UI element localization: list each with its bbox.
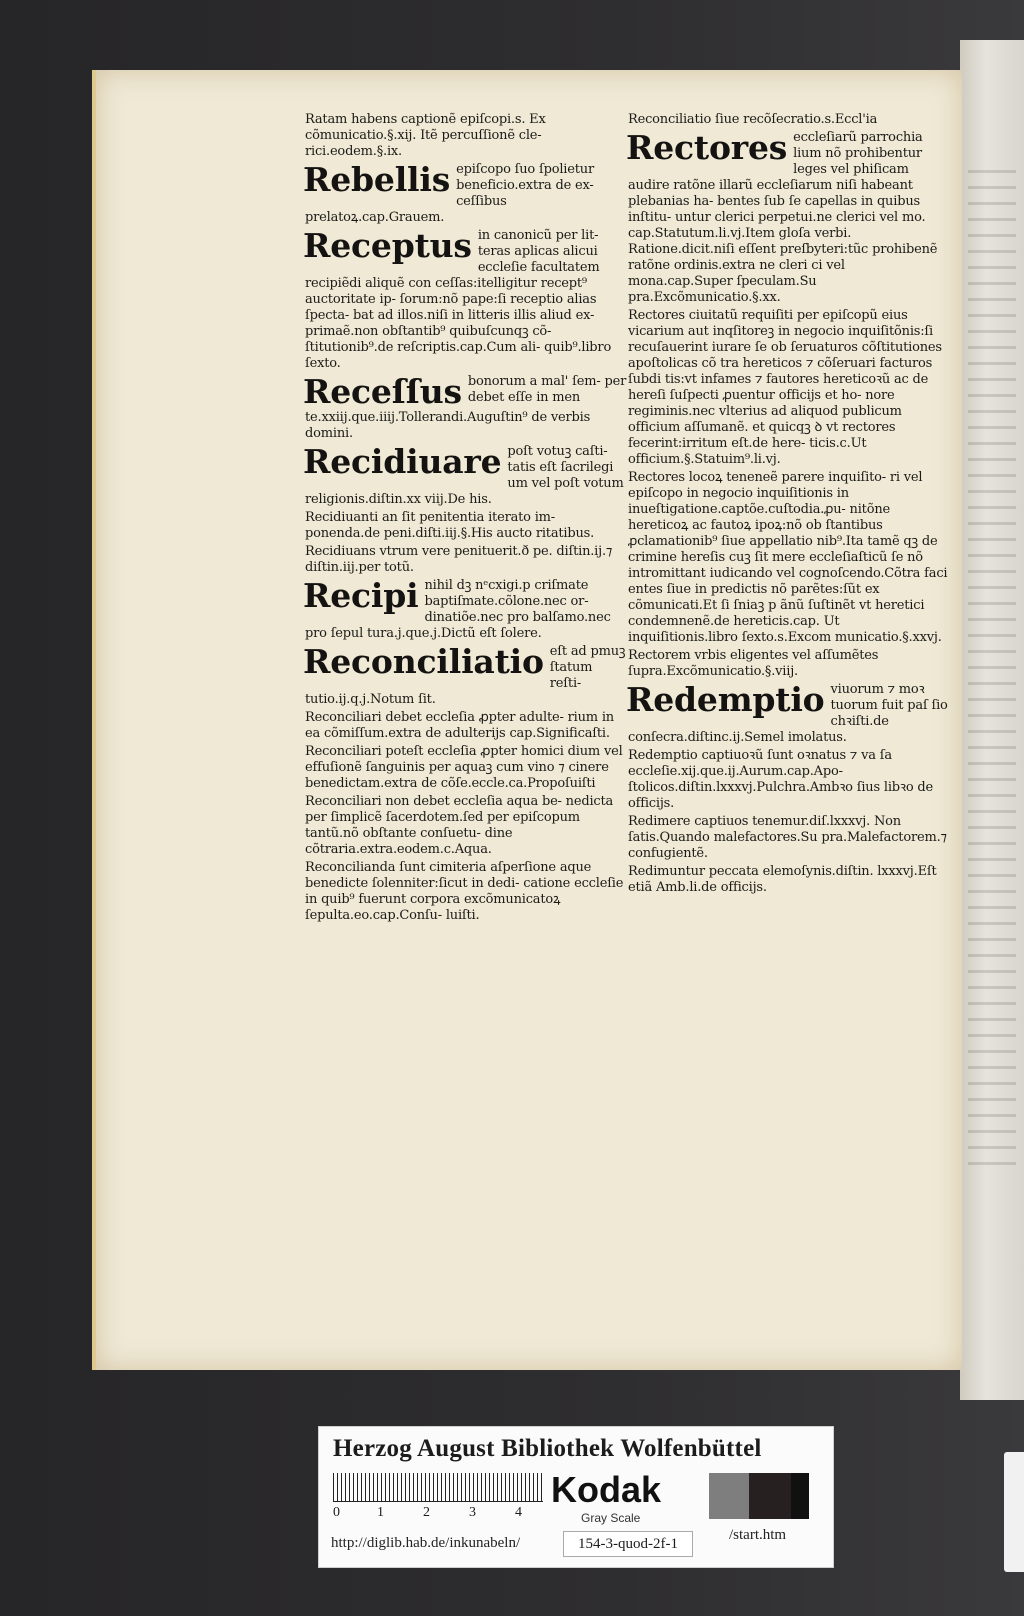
gray-swatch-mid [709, 1473, 749, 1519]
entry-headword: Rectores [626, 128, 788, 167]
entry [628, 748, 950, 812]
shelfmark-field: 154-3-quod-2f-1 [563, 1531, 693, 1557]
entry-text: viuorum ⁊ moꝛ tuorum fuit paſ ſio chꝛiſti.de conſecra.diſtinc.ij.Semel imolatus. [628, 682, 948, 745]
entry [305, 644, 627, 708]
entry [305, 710, 627, 742]
entry-text: Reconciliari non debet eccleſia aqua be- nedicta per ſimplicẽ ſacerdotem.ſed per epiſcopum tantũ.nõ obſtante conſuetu- dine cõtraria.extra.eodem.c.Aqua. [305, 794, 614, 857]
gray-swatch-dark [749, 1473, 791, 1519]
ruler-number: 1 [377, 1505, 384, 1520]
entry [628, 130, 950, 306]
entry-headword: Redemptio [626, 680, 825, 719]
entry-text: Rectorem vrbis eligentes vel aſſumẽtes ſupra.Excõmunicatio.§.viij. [628, 648, 879, 679]
entry [305, 112, 627, 160]
entry-text: eſt ad pmuꝫ ſtatum reſti- tutio.ij.q.j.Notum ſit. [305, 644, 626, 707]
entry [305, 162, 627, 226]
entry-headword: Receſſus [303, 372, 462, 411]
url-suffix: /start.htm [729, 1527, 787, 1543]
adjacent-page-bleed [968, 170, 1016, 1170]
entry-text: epiſcopo ſuo ſpolietur beneficio.extra de ex- ceſſibus prelatoꝝ.cap.Grauem. [305, 162, 594, 225]
entry-text: Recidiuans vtrum vere penituerit.ð pe. diſtin.ij.⁊ diſtin.iij.per totũ. [305, 544, 613, 575]
right-column [628, 112, 950, 898]
gray-swatch-black [791, 1473, 809, 1519]
entry [628, 648, 950, 680]
entry-text: Recidiuanti an ſit penitentia iterato im- ponenda.de peni.diſti.iij.§.His aucto ritatibus. [305, 510, 595, 541]
entry-text: Redemptio captiuoꝛũ ſunt oꝛnatus ⁊ va ſa eccleſie.xij.que.ij.Aurum.cap.Apo- ſtolicos.diſtin.lxxxvj.Pulchra.Ambꝛo ſius libꝛo de officijs. [628, 748, 934, 811]
entry-text: in canonicũ per lit- teras aplicas alicui eccleſie facultatem recipiẽdi aliquẽ con ceſſas:itelligitur recept⁹ auctoritate ip- ſorum:nõ pape:ſi receptio alias ſpecta- bat ad illos.niſi in litteris illis aliud ex- primaẽ.non obſtantib⁹ quibuſcunqꝫ cõ- ſtitutionib⁹.de reſcriptis.cap.Cum ali- quib⁹.libro ſexto. [305, 228, 612, 371]
url-prefix: http://diglib.hab.de/inkunabeln/ [331, 1535, 521, 1551]
page-tab-marker [1004, 1452, 1024, 1572]
entry [305, 544, 627, 576]
entry-headword: Recidiuare [303, 442, 502, 481]
entry [628, 814, 950, 862]
entry [305, 228, 627, 372]
ruler-number: 4 [515, 1505, 522, 1520]
entry-headword: Reconciliatio [303, 642, 544, 681]
entry-text: Reconciliatio ſiue recõſecratio.s.Eccl'ia [628, 112, 878, 127]
entry-text: Reconciliari poteſt eccleſia ꝓpter homici dium vel effuſionẽ ſanguinis per aquaꝫ cum vino ⁊ cinere benedictam.extra de cõſe.eccle.ca.Propoſuiſti [305, 744, 623, 791]
entry [305, 374, 627, 442]
library-name: Herzog August Bibliothek Wolfenbüttel [333, 1435, 762, 1462]
entry [628, 470, 950, 646]
entry [305, 510, 627, 542]
entry-headword: Receptus [303, 226, 472, 265]
entry-text: Rectores ciuitatũ requiſiti per epiſcopũ eius vicarium aut inqſitoreꝫ in negocio inquiſitõnis:ſi recuſauerint iurare ſe ob ſeruaturos cõſtitutiones apoſtolicas cõ tra hereticos ⁊ cõſeruari facturos ſubdi tis:vt infames ⁊ fautores hereticoꝛũ ac de hereſi ſuſpecti ꝓuentur officijs et ho- nore regiminis.nec vlterius ad aliquod publicum officium aſſumanẽ. et quicqꝫ ꝺ vt rectores fecerint:irritum eſt.de here- ticis.c.Ut officium.§.Statuim⁹.li.vj. [628, 308, 942, 467]
entry-text: bonorum a mal' ſem- per debet eſſe in men te.xxiij.que.iiij.Tollerandi.Auguſtin⁹ de verbis domini. [305, 374, 627, 441]
ruler-number: 0 [333, 1505, 340, 1520]
library-reference-card [318, 1426, 834, 1568]
entry [628, 682, 950, 746]
entry-text: Redimere captiuos tenemur.diſ.lxxxvj. Non ſatis.Quando malefactores.Su pra.Malefactorem.⁊ confugientẽ. [628, 814, 947, 861]
entry-text: Redimuntur peccata elemoſynis.diſtin. lxxxvj.Eſt etiã Amb.li.de officijs. [628, 864, 937, 895]
kodak-logo: Kodak [551, 1469, 662, 1510]
ruler-number: 3 [469, 1505, 476, 1520]
entry-text: poſt votuꝫ caſti- tatis eſt ſacrilegi um vel poſt votum religionis.diſtin.xx viij.De his. [305, 444, 624, 507]
entry-text: Rectores locoꝝ teneneẽ parere inquiſito- ri vel epiſcopo in negocio inquiſitionis in inueſtigatione.captõe.cuſtodia.ꝓu- nitõne hereticoꝝ ac fautoꝝ ipoꝝ:nõ ob ſtantibus ꝓclamationib⁹ ſiue appellatio nib⁹.Ita tamẽ qꝫ de crimine hereſis cuꝫ ſit mere eccleſiaſticũ ſe nõ intromittant iudicando vel cognoſcendo.Cõtra faci entes ſiue in predictis nõ parẽtes:ſũt ex cõmunicati.Et ſi ſniaꝫ p ãnũ ſuſtinẽt vt heretici condemnenẽ.de hereticis.cap. Ut inquiſitionis.libro ſexto.s.Excom municatio.§.xxvj. [628, 470, 948, 645]
entry-text: Ratam habens captionẽ epiſcopi.s. Ex cõmunicatio.§.xij. Itẽ percuſſionẽ cle- rici.eodem.§.ix. [305, 112, 546, 159]
entry-text: Reconciliari debet eccleſia ꝓpter adulte- rium in ea cõmiſſum.extra de adulterijs cap.Significaſti. [305, 710, 614, 741]
entry [305, 444, 627, 508]
entry-text: Reconcilianda ſunt cimiteria aſperſione aque benedicte ſolenniter:ſicut in dedi- catione eccleſie in quib⁹ fuerunt corpora excõmunicatoꝝ ſepulta.eo.cap.Conſu- luiſti. [305, 860, 624, 923]
entry [305, 860, 627, 924]
entry-text: eccleſiarũ parrochia lium nõ prohibentur leges vel phiſicam audire ratõne illarũ eccleſiarum niſi habeant plebanias ha- bentes ſub ſe capellas in quibus inſtitu- untur clerici perpetui.ne clerici vel mo. cap.Statutum.li.vj.Item gloſa verbi. Ratione.dicit.niſi eſſent preſbyteri:tũc prohibenẽ ratõne ordinis.extra ne cleri ci vel mona.cap.Super ſpeculam.Su pra.Excõmunicatio.§.xx. [628, 130, 938, 305]
entry [628, 864, 950, 896]
entry [628, 308, 950, 468]
left-column [305, 112, 627, 926]
ruler-number: 2 [423, 1505, 430, 1520]
entry [305, 794, 627, 858]
gray-scale-label: Gray Scale [581, 1511, 641, 1525]
entry [628, 112, 950, 128]
entry [305, 578, 627, 642]
entry-text: nihil dꝫ nᵉcxigi.p criſmate baptiſmate.cõlone.nec or- dinatiõe.nec pro balſamo.nec pro ſepul tura.j.que.j.Dictũ eſt ſolere. [305, 578, 611, 641]
entry-headword: Recipi [303, 576, 419, 615]
adjacent-page-edge [960, 40, 1024, 1400]
measurement-ruler [333, 1473, 543, 1502]
entry-headword: Rebellis [303, 160, 451, 199]
entry [305, 744, 627, 792]
